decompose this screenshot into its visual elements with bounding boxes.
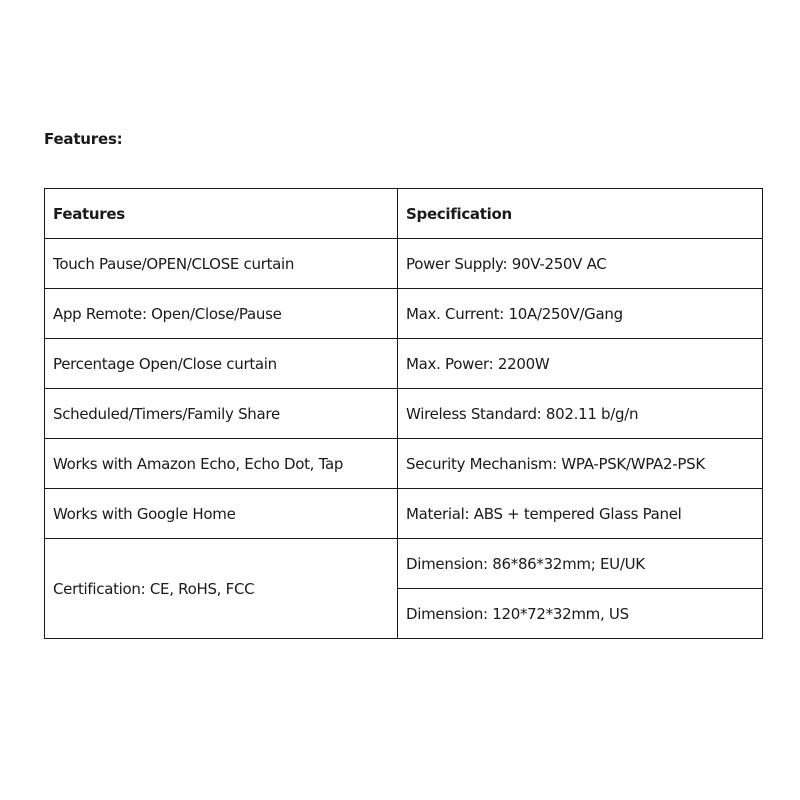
spec-cell: Security Mechanism: WPA-PSK/WPA2-PSK — [398, 439, 763, 489]
feature-cell: Touch Pause/OPEN/CLOSE curtain — [45, 239, 398, 289]
header-specification: Specification — [398, 189, 763, 239]
table-row — [45, 339, 763, 389]
feature-cell: Scheduled/Timers/Family Share — [45, 389, 398, 439]
table-header-row — [45, 189, 763, 239]
dimension-eu-uk-cell: Dimension: 86*86*32mm; EU/UK — [398, 539, 763, 589]
feature-cell: Works with Google Home — [45, 489, 398, 539]
table-row — [45, 489, 763, 539]
page-heading: Features: — [44, 130, 123, 148]
certification-cell: Certification: CE, RoHS, FCC — [45, 539, 398, 639]
feature-cell: Percentage Open/Close curtain — [45, 339, 398, 389]
table-row — [45, 389, 763, 439]
table-row — [45, 289, 763, 339]
spec-cell: Material: ABS + tempered Glass Panel — [398, 489, 763, 539]
table-row — [45, 439, 763, 489]
spec-cell: Max. Current: 10A/250V/Gang — [398, 289, 763, 339]
dimension-us-cell: Dimension: 120*72*32mm, US — [398, 589, 763, 639]
spec-cell: Wireless Standard: 802.11 b/g/n — [398, 389, 763, 439]
header-features: Features — [45, 189, 398, 239]
features-spec-table — [44, 188, 763, 639]
spec-cell: Max. Power: 2200W — [398, 339, 763, 389]
table-row — [45, 239, 763, 289]
feature-cell: Works with Amazon Echo, Echo Dot, Tap — [45, 439, 398, 489]
spec-cell: Power Supply: 90V-250V AC — [398, 239, 763, 289]
feature-cell: App Remote: Open/Close/Pause — [45, 289, 398, 339]
table-row-certification — [45, 539, 763, 589]
